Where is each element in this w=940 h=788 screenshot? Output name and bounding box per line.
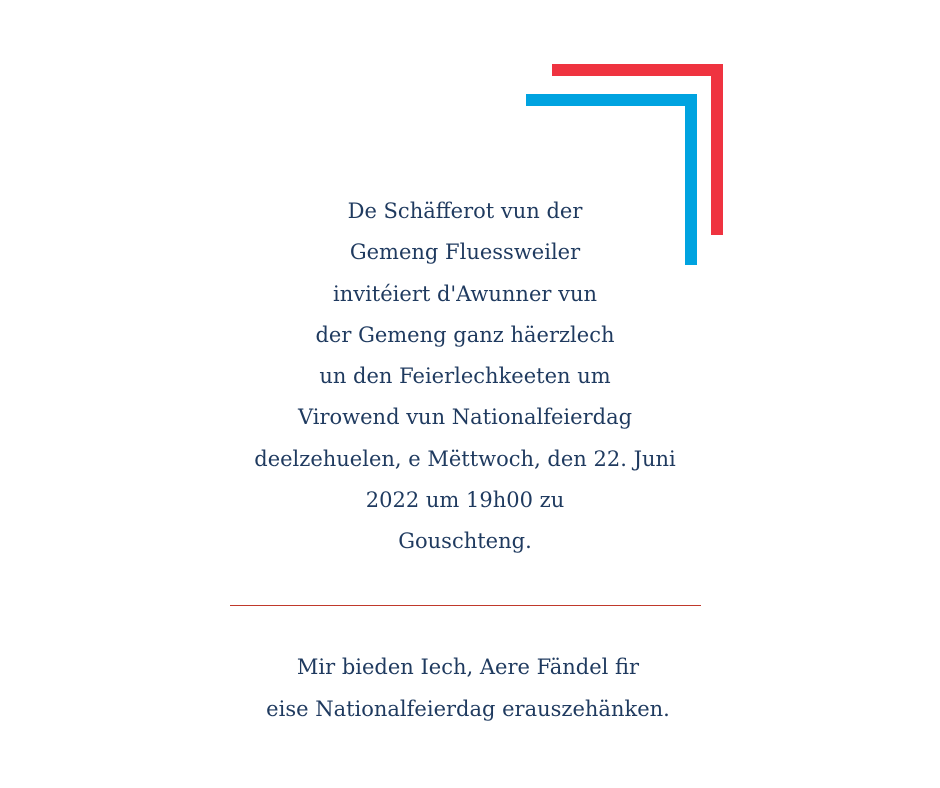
request-line: eise Nationalfeierdag erauszehänken. xyxy=(266,697,670,721)
flag-request-text xyxy=(200,646,736,730)
invitation-line: Gouschteng. xyxy=(398,529,532,554)
invitation-text xyxy=(200,191,730,563)
invitation-line: un den Feierlechkeeten um xyxy=(319,364,611,389)
invitation-line: der Gemeng ganz häerzlech xyxy=(315,322,615,347)
invitation-line: De Schäfferot vun der xyxy=(347,199,583,223)
invitation-line: Virowend vun Nationalfeierdag xyxy=(297,405,633,430)
divider-line xyxy=(230,605,701,606)
invitation-line: 2022 um 19h00 zu xyxy=(365,488,565,513)
invitation-line: invitéiert d'Awunner vun xyxy=(332,281,598,306)
invitation-line: Gemeng Fluessweiler xyxy=(349,240,581,265)
invitation-line: deelzehuelen, e Mëttwoch, den 22. Juni xyxy=(254,446,676,471)
request-line: Mir bieden Iech, Aere Fändel fir xyxy=(296,655,640,679)
